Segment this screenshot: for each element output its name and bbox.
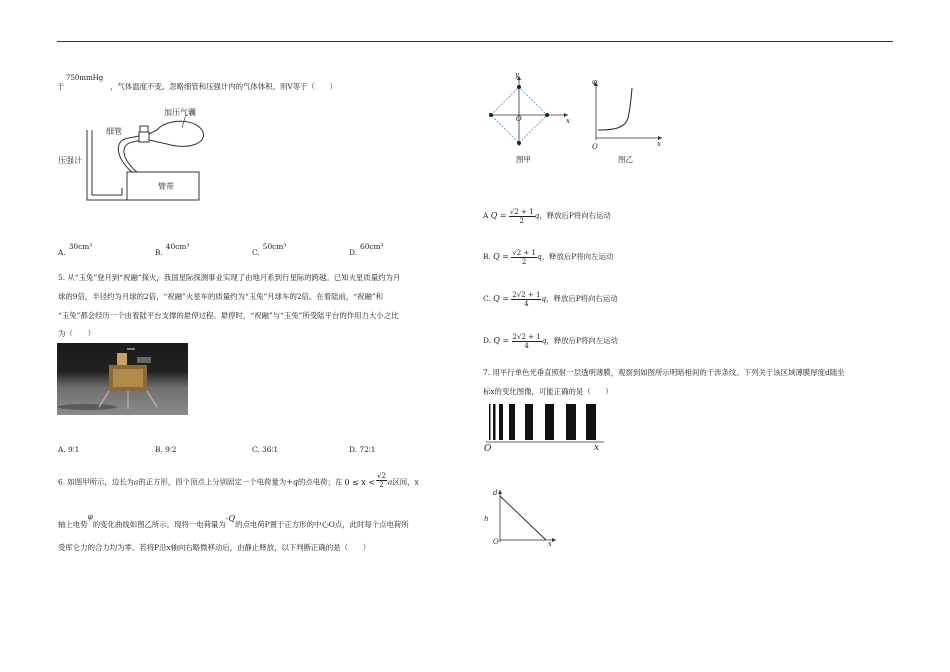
q4-label-cuff: 臂带: [158, 182, 174, 191]
q7-graph-h: h: [484, 515, 489, 523]
q7-fringe-o: O: [484, 444, 492, 454]
q6-option-b[interactable]: B. Q = $\frac{√2 + 1}{2}$ q ，释放后P将向左运动: [483, 248, 614, 266]
q6-option-d[interactable]: D. Q = $\frac{2√2 + 1}{4}$ q ，释放后P将向左运动: [483, 332, 618, 350]
q7-fringe-pattern: [484, 402, 609, 454]
q6-option-c[interactable]: C. Q = $\frac{2√2 + 1}{4}$ q ，释放后P将向右运动: [483, 290, 618, 308]
q6-jia-o: O: [516, 115, 522, 123]
q6-yi-x: x: [657, 140, 661, 148]
q5-lander-photo: [57, 343, 188, 415]
q6-line-1: 6. 如图甲所示，边长为a的正方形，四个顶点上分别固定一个电荷量为+q的点电荷；在 0 ≤ x < $\frac{√2}{2}$ a区间，x: [58, 472, 419, 489]
q4-cont-text: ，气体温度不变。忽略细管和压强计内的气体体积。则V等于（ ）: [110, 82, 338, 91]
q4-option-d[interactable]: D.60cm³: [349, 242, 384, 257]
q6-yi-caption: 图乙: [618, 155, 633, 164]
q7-graph-d: d: [493, 489, 498, 497]
q4-cont-prefix: 于: [57, 82, 65, 91]
q4-option-b[interactable]: B.40cm³: [155, 242, 190, 257]
q7-line-1: 7. 用平行单色光垂直照射一层透明薄膜，观察到如图所示明暗相间的干涉条纹。下列关于该区域薄膜厚度d随坐: [483, 368, 845, 377]
q6-option-a[interactable]: A Q = $\frac{√2 + 1}{2}$ q ，释放后P将向右运动: [483, 207, 611, 225]
q5-option-a[interactable]: A. 9∶1: [58, 445, 80, 454]
q4-pressure: 750mmHg: [66, 74, 104, 82]
q4-label-gauge: 压强计: [58, 156, 82, 165]
q5-option-c[interactable]: C. 36∶1: [252, 445, 279, 454]
q7-line-2: 标x的变化图像，可能正确的是（ ）: [483, 387, 613, 396]
q4-option-a[interactable]: A.30cm³: [58, 242, 93, 257]
q6-yi-o: O: [592, 143, 598, 151]
q4-label-bulb: 加压气囊: [164, 108, 196, 117]
q7-thickness-graph: [490, 488, 560, 544]
q5-option-b[interactable]: B. 9∶2: [155, 445, 177, 454]
q5-option-d[interactable]: D. 72∶1: [349, 445, 376, 454]
q7-fringe-x: x: [594, 443, 600, 453]
q5-line-4: 为（ ）: [58, 329, 95, 338]
q5-line-3: “玉兔”都会经历一个由着陆平台支撑的悬停过程。悬停时，“祝融”与“玉兔”所受陆平台的作用力大小之比: [58, 311, 399, 320]
top-rule: [57, 41, 893, 42]
q5-line-1: 5. 从“玉兔”登月到“祝融”探火，我国星际探测事业实现了由地月系到行星际的跨越。已知火星质量约为月: [58, 273, 401, 282]
q6-jia-x: x: [566, 117, 570, 125]
q6-line-3: 受库仑力的合力均为零。若将P沿x轴向右略微移动后，由静止释放，以下判断正确的是（ ）: [58, 543, 371, 552]
q4-option-c[interactable]: C.50cm³: [252, 242, 287, 257]
q4-label-tube: 细管: [106, 127, 122, 136]
q6-figure-jia: [482, 70, 572, 150]
q7-graph-x: x: [548, 540, 552, 548]
q7-graph-o: O: [493, 538, 499, 546]
q6-line-2: 轴上电势φ的变化曲线如图乙所示。现将一电荷量为-Q的点电荷P置于正方形的中心O点，此时每个点电荷所: [58, 512, 409, 529]
q6-jia-caption: 图甲: [516, 155, 531, 164]
q6-yi-phi: φ: [592, 78, 597, 86]
q6-figure-yi: [590, 78, 665, 144]
q5-line-2: 球的9倍，半径约为月球的2倍，“祝融”火星车的质量约为“玉兔”月球车的2倍。在着陆前，“祝融”和: [58, 292, 384, 301]
q6-jia-y: y: [515, 71, 519, 79]
